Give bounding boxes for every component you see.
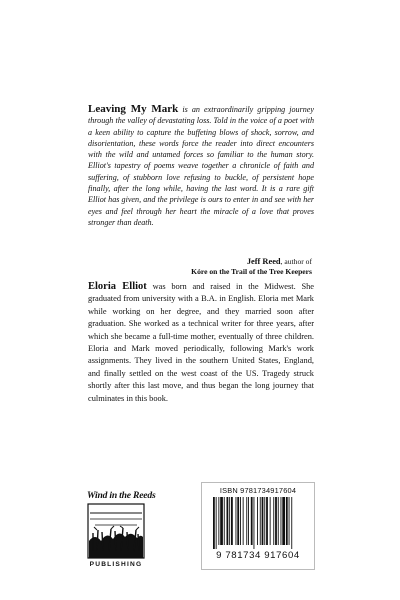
barcode-bar [236,497,237,545]
barcode-panel [201,482,315,570]
barcode-bar [260,497,261,545]
barcode-bar [224,497,225,545]
barcode-bar [254,497,255,549]
barcode-bar [266,497,268,545]
barcode-bar [229,497,230,545]
author-bio [88,281,314,405]
barcode-bar [213,497,215,549]
barcode-bar [216,497,217,549]
barcode-bar [246,497,247,545]
barcode-bar [282,497,285,545]
barcode-bar [227,497,229,545]
review-attribution [191,257,312,277]
barcode-icon [210,497,306,549]
barcode-bar [286,497,288,545]
barcode-bar [231,497,233,545]
isbn-label: ISBN 9781734917604 [219,486,297,495]
barcode-bar [278,497,279,545]
barcode-bar [251,497,253,545]
publisher-logo [87,490,155,568]
barcode-bar [220,497,223,545]
barcode-digits: 9 781734 917604 [216,550,300,561]
barcode-bar [257,497,258,545]
barcode-bar [270,497,271,545]
barcode-bar [273,497,274,545]
blurb-body: is an extraordinarily gripping journey through the valley of devastating loss. Told in the voice of a poet with a keen ability to capture the buffeting blows of shock, sorrow, and disorientation, these words force the reader into direct encounters with the wild and untamed forces so familiar to the human story. Elliot's tapestry of poems weave together a chronicle of faith and suffering, of stubborn love refusing to buckle, of persistent hope finally, after the long while, having the last word. It is a rare gift Elliot has given, and the privilege is ours to enter in and see with her eyes and feel through her heart the miracle of a love that proves stronger than death. [88,105,314,227]
reviewer-name: Jeff Reed [246,257,281,266]
barcode-bar [243,497,244,545]
barcode-bar [289,497,290,545]
barcode-bar [240,497,241,545]
barcode-bar [281,497,282,545]
reviewer-book-title: Kóre on the Trail of the Tree Keepers [191,267,312,276]
review-blurb [88,104,314,228]
bio-text: was born and raised in the Midwest. She graduated from university with a B.A. in English. Eloria met Mark while working on her degree, and they married soon after graduation. She worked as a technical writer for three years, after which she became a full-time mother, eventually of three children. Eloria and Mark moved periodically, following Mark's work assignments. They lived in the southern United States, England, and finally settled on the west coast of the US. Tragedy struck shortly after this last move, and thus began the long journey that culminates in this book. [88,282,315,403]
publisher-name: Wind in the Reeds [87,490,156,501]
barcode-bar [291,497,292,549]
reviewer-suffix: , author of [280,257,312,266]
publisher-label: PUBLISHING [89,561,143,568]
barcode-bar [275,497,277,545]
barcode-bar [262,497,264,545]
barcode-bar [264,497,265,545]
barcode-bar [218,497,219,545]
blurb-book-title: Leaving My Mark [88,103,179,115]
reeds-logo-icon [87,503,145,559]
barcode-bar [237,497,239,545]
barcode-bar [248,497,249,545]
bio-author-name: Eloria Elliot [88,281,147,292]
